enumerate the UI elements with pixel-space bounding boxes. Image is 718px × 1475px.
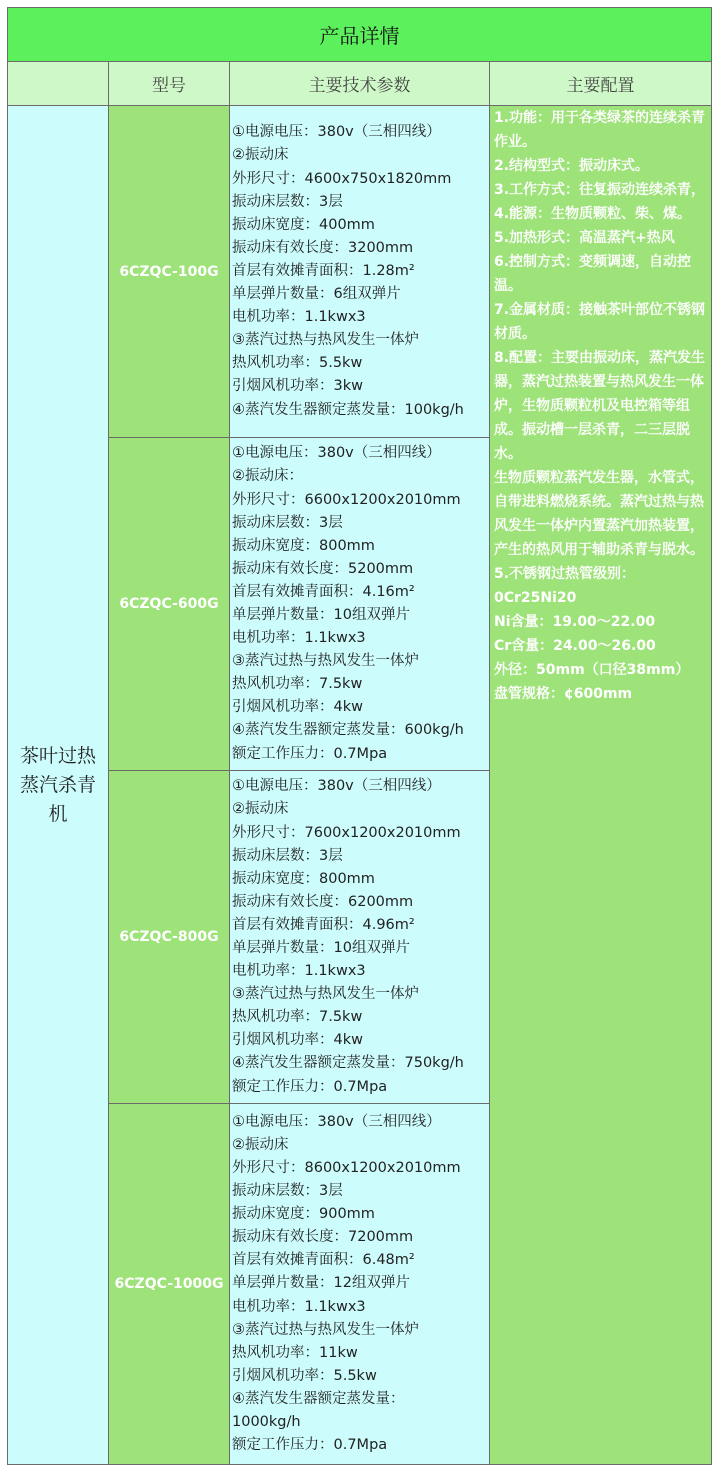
param-line: 单层弹片数量：12组双弹片	[232, 1275, 410, 1292]
param-line: 引烟风机功率：5.5kw	[232, 1367, 377, 1384]
param-line: ②振动床	[232, 1136, 289, 1153]
param-line: 单层弹片数量：10组双弹片	[232, 940, 410, 956]
config-cell	[490, 106, 712, 1465]
param-line: 振动床层数：3层	[232, 847, 343, 864]
param-line: 振动床有效长度：6200mm	[232, 893, 414, 910]
param-line: 首层有效摊青面积：4.96m²	[232, 916, 415, 933]
config-item: 盘管规格：¢600mm	[494, 686, 633, 702]
config-item: 6.控制方式：变频调速，自动控温。	[494, 254, 692, 294]
param-line: 外形尺寸：7600x1200x2010mm	[232, 824, 461, 841]
param-line: 电机功率：1.1kwx3	[232, 630, 366, 647]
param-line: ①电源电压：380v（三相四线）	[232, 445, 441, 462]
param-line: ②振动床：	[232, 468, 303, 485]
param-line: ①电源电压：380v（三相四线）	[232, 778, 441, 795]
param-line: 电机功率：1.1kwx3	[232, 1298, 366, 1315]
config-item: 1.功能：用于各类绿茶的连续杀青作业。	[494, 110, 706, 150]
param-line: ④蒸汽发生器额定蒸发量：750kg/h	[232, 1055, 464, 1072]
param-line: ④蒸汽发生器额定蒸发量：600kg/h	[232, 722, 464, 739]
config-item: 5.加热形式：高温蒸汽+热风	[494, 230, 675, 246]
param-line: ②振动床	[232, 801, 289, 818]
params-cell	[230, 438, 490, 771]
param-line: 振动床层数：3层	[232, 1183, 343, 1200]
config-item: 外径：50mm（口径38mm）	[494, 662, 690, 678]
param-line: 首层有效摊青面积：4.16m²	[232, 583, 415, 600]
header-blank	[8, 62, 109, 106]
param-line: 额定工作压力：0.7Mpa	[232, 745, 388, 762]
param-line: 外形尺寸：8600x1200x2010mm	[232, 1159, 461, 1176]
param-line: ③蒸汽过热与热风发生一体炉	[232, 653, 419, 670]
header-model: 型号	[109, 62, 230, 106]
param-line: 热风机功率：7.5kw	[232, 1009, 363, 1026]
config-item: 生物质颗粒蒸汽发生器，水管式，自带进料燃烧系统。蒸汽过热与热风发生一体炉内置蒸汽加热装置，产生的热风用于辅助杀青与脱水。	[494, 470, 704, 558]
param-line: 振动床有效长度：5200mm	[232, 560, 414, 577]
params-cell	[230, 771, 490, 1104]
param-line: ③蒸汽过热与热风发生一体炉	[232, 986, 419, 1003]
header-params: 主要技术参数	[230, 62, 490, 106]
params-cell	[230, 1104, 490, 1465]
param-line: 1000kg/h	[232, 1414, 301, 1431]
param-line: 引烟风机功率：4kw	[232, 699, 363, 716]
config-item: Cr含量：24.00～26.00	[494, 638, 656, 654]
param-line: ①电源电压：380v（三相四线）	[232, 1113, 441, 1130]
config-item: 7.金属材质：接触茶叶部位不锈钢材质。	[494, 302, 706, 342]
param-line: 外形尺寸：6600x1200x2010mm	[232, 491, 461, 508]
param-line: 电机功率：1.1kwx3	[232, 309, 366, 326]
param-line: 单层弹片数量：6组双弹片	[232, 286, 401, 303]
param-line: 振动床宽度：800mm	[232, 870, 375, 887]
param-line: 热风机功率：5.5kw	[232, 355, 363, 372]
param-line: ②振动床	[232, 147, 289, 164]
param-line: 引烟风机功率：3kw	[232, 378, 363, 395]
param-line: ④蒸汽发生器额定蒸发量：	[232, 1390, 405, 1407]
model-cell: 6CZQC-800G	[109, 771, 230, 1104]
header-config: 主要配置	[490, 62, 712, 106]
config-item: 2.结构型式：振动床式。	[494, 158, 650, 174]
param-line: 振动床层数：3层	[232, 514, 343, 531]
param-line: 额定工作压力：0.7Mpa	[232, 1078, 388, 1095]
config-item: 3.工作方式：往复振动连续杀青，	[494, 182, 706, 198]
param-line: 单层弹片数量：10组双弹片	[232, 607, 410, 623]
param-line: ③蒸汽过热与热风发生一体炉	[232, 332, 419, 349]
param-line: ③蒸汽过热与热风发生一体炉	[232, 1321, 419, 1338]
param-line: 振动床层数：3层	[232, 193, 343, 210]
model-cell: 6CZQC-100G	[109, 106, 230, 438]
param-line: 额定工作压力：0.7Mpa	[232, 1437, 388, 1454]
param-line: 首层有效摊青面积：6.48m²	[232, 1252, 415, 1269]
config-item: 4.能源：生物质颗粒、柴、煤。	[494, 206, 692, 222]
page-title: 产品详情	[8, 8, 712, 62]
param-line: 热风机功率：11kw	[232, 1344, 358, 1361]
config-item: Ni含量：19.00～22.00	[494, 614, 656, 630]
config-item: 5.不锈钢过热管级别：0Cr25Ni20	[494, 566, 636, 606]
model-cell: 6CZQC-600G	[109, 438, 230, 771]
model-cell: 6CZQC-1000G	[109, 1104, 230, 1465]
param-line: ①电源电压：380v（三相四线）	[232, 124, 441, 141]
param-line: 振动床宽度：900mm	[232, 1206, 375, 1223]
param-line: 振动床有效长度：7200mm	[232, 1229, 414, 1246]
param-line: 振动床有效长度：3200mm	[232, 239, 414, 256]
param-line: 热风机功率：7.5kw	[232, 676, 363, 693]
param-line: ④蒸汽发生器额定蒸发量：100kg/h	[232, 401, 464, 418]
param-line: 首层有效摊青面积：1.28m²	[232, 262, 415, 279]
param-line: 振动床宽度：800mm	[232, 537, 375, 554]
param-line: 引烟风机功率：4kw	[232, 1032, 363, 1049]
param-line: 外形尺寸：4600x750x1820mm	[232, 170, 452, 187]
product-name: 茶叶过热蒸汽杀青机	[8, 106, 109, 1465]
config-item: 8.配置：主要由振动床，蒸汽发生器，蒸汽过热装置与热风发生一体炉，生物质颗粒机及电控箱等组成。振动槽一层杀青，二三层脱水。	[494, 350, 706, 462]
param-line: 电机功率：1.1kwx3	[232, 963, 366, 980]
product-spec-table	[7, 7, 712, 1465]
param-line: 振动床宽度：400mm	[232, 216, 375, 233]
params-cell	[230, 106, 490, 438]
